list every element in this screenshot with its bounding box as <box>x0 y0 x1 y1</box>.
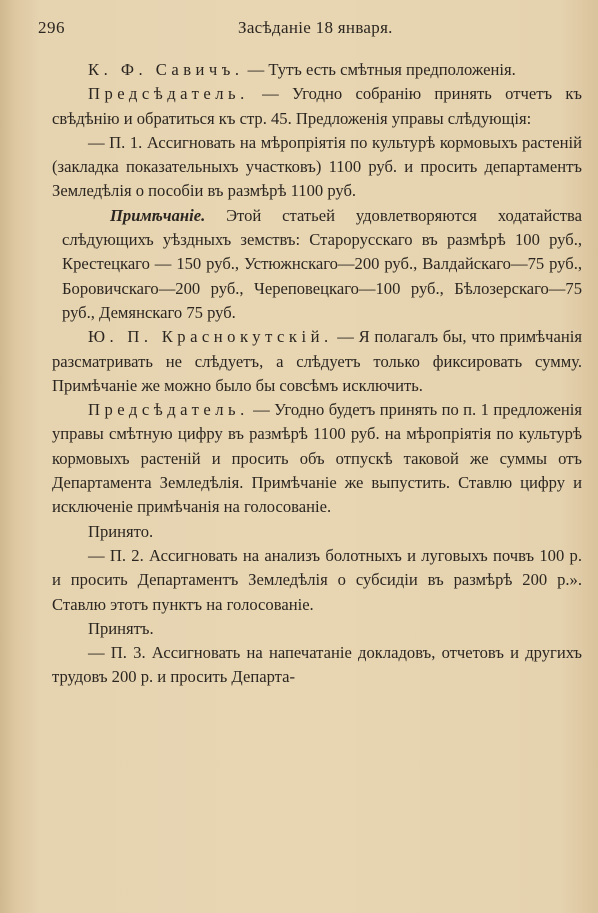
page-number: 296 <box>38 18 65 37</box>
speaker-name: Ю. П. Краснокутскій. <box>88 327 333 347</box>
paragraph-text: — П. 2. Ассигновать на анализъ болотныхъ и луговыхъ почвъ 100 р. и просить Департаментъ Земледѣлія о субсидіи въ размѣрѣ 200 р.». Ставлю этотъ пунктъ на голосованіе. <box>52 545 582 614</box>
paragraph-text: — Угодно будетъ принять по п. 1 предложенія управы смѣтную цифру въ размѣрѣ 1100 руб. на мѣропріятія по культурѣ кормовыхъ растеній и просить объ отпускѣ таковой же суммы отъ Департамента Земледѣлія. Примѣчаніе же выпустить. Ставлю цифру и исключеніе примѣчанія на голосованіе. <box>52 400 582 517</box>
paragraph <box>52 82 582 131</box>
paragraph <box>52 617 582 641</box>
paragraph <box>52 641 582 690</box>
speaker-name: К. Ф. Савичъ. <box>88 60 244 79</box>
paragraph <box>52 398 582 519</box>
paragraph <box>52 325 582 398</box>
paragraph-text: Принятъ. <box>88 618 154 638</box>
paragraph-text: Этой статьей удовлетворяются ходатайства слѣдующихъ уѣздныхъ земствъ: Старорусскаго въ размѣрѣ 100 руб., Крестецкаго — 150 руб., Устюжнскаго—200 руб., Валдайскаго—75 руб., Боровичскаго—200 руб., Череповецкаго—100 руб., Бѣлозерскаго—75 руб., Демянскаго 75 руб. <box>62 205 582 322</box>
speaker-name: Предсѣдатель. <box>88 84 249 104</box>
speaker-name: Предсѣдатель. <box>88 400 249 420</box>
running-head <box>38 18 580 42</box>
paragraph <box>52 520 582 544</box>
paragraph <box>52 544 582 617</box>
paragraph-text: — П. 1. Ассигновать на мѣропріятія по культурѣ кормовыхъ растеній (закладка показательныхъ участковъ) 1100 руб. и просить департаментъ Земледѣлія о пособіи въ размѣрѣ 1100 руб. <box>52 132 582 201</box>
paragraph-text: — Тутъ есть смѣтныя предположенія. <box>243 60 516 79</box>
note-paragraph <box>4 204 582 325</box>
running-title: Засѣданіе 18 января. <box>238 18 393 37</box>
body-text <box>52 58 582 690</box>
paragraph-text: — Я полагалъ бы, что примѣчанія разсматривать не слѣдуетъ, а слѣдуетъ только фиксировать сумму. Примѣчаніе же можно было бы совсѣмъ исключить. <box>52 327 582 395</box>
paragraph <box>52 58 582 82</box>
paragraph <box>52 131 582 204</box>
note-label: Примѣчаніе. <box>110 205 206 225</box>
paragraph-text: — П. 3. Ассигновать на напечатаніе докладовъ, отчетовъ и другихъ трудовъ 200 р. и просить Департа- <box>52 643 582 687</box>
paragraph-text: Принято. <box>88 521 154 541</box>
paragraph-text: — Угодно собранію принять отчетъ къ свѣдѣнію и обратиться къ стр. 45. Предложенія управы слѣдующія: <box>52 84 582 128</box>
